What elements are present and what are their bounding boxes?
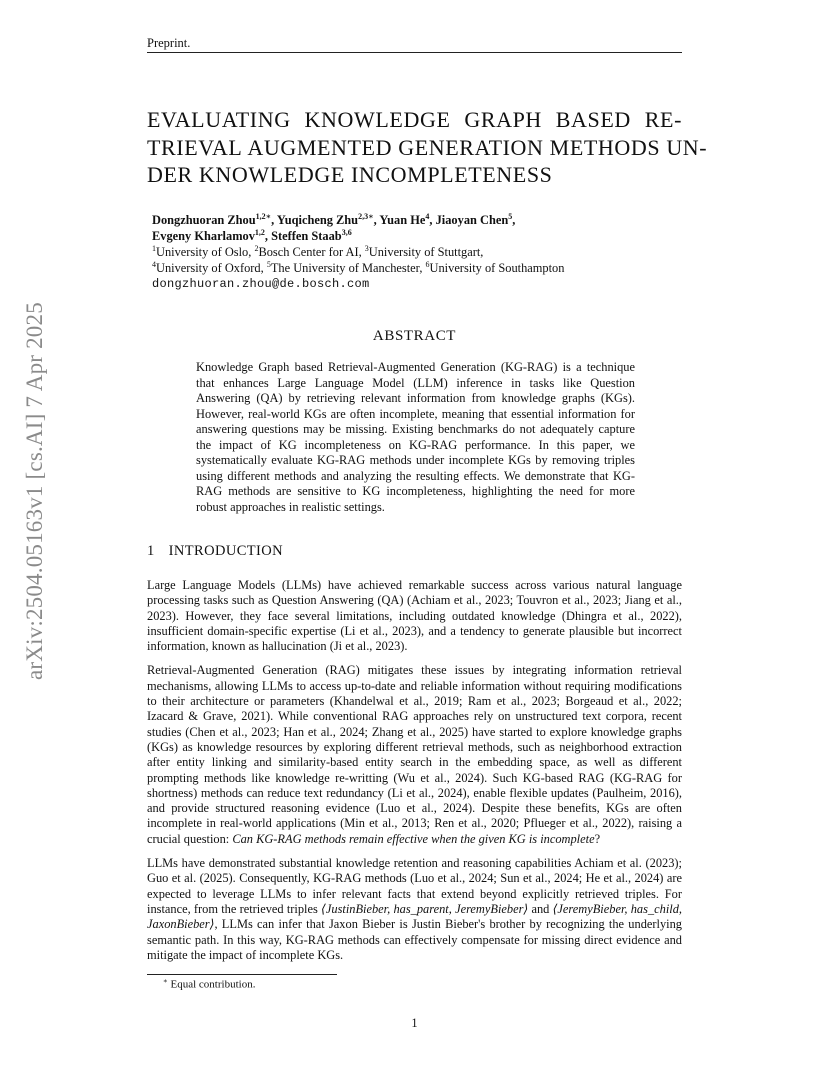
author-name: Yuqicheng Zhu [276, 213, 359, 227]
title-word: BASED [555, 107, 631, 132]
title-line-2 [147, 134, 708, 162]
title-word: METHODS [549, 134, 661, 160]
title-word: KNOWLEDGE [198, 162, 345, 187]
author-name: Jiaoyan Chen [435, 213, 509, 227]
author-name: Evgeny Kharlamov [152, 229, 255, 243]
arxiv-identifier: arXiv:2504.05163v1 [cs.AI] 7 Apr 2025 [22, 302, 47, 680]
author-name: Steffen Staab [271, 229, 342, 243]
paragraph: Large Language Models (LLMs) have achieved remarkable success across various natural language processing tasks such as Question Answering (QA) (Achiam et al., 2023; Touvron et al., 2023; Jiang et al., 2023). However, they face several limitations, including outdated knowledge (Dhingra et al., 2022), insufficient domain-specific expertise (Li et al., 2023), and a tendency to generate plausible but incorrect information, known as hallucination (Ji et al., 2023). [147, 578, 682, 654]
title-word: RE- [644, 107, 682, 132]
abstract-heading: ABSTRACT [372, 328, 457, 344]
author-name: Dongzhuoran Zhou [152, 213, 256, 227]
title-word: GENERATION [398, 134, 544, 160]
author-email: dongzhuoran.zhou@de.bosch.com [152, 277, 370, 291]
header-rule [147, 52, 682, 53]
affiliations-line-1: $^1$University of Oslo, $^2$Bosch Center for AI, $^3$University of Stuttgart, [152, 243, 484, 259]
section-heading-introduction: 1 INTRODUCTION [147, 543, 284, 559]
affiliation: University of Oslo [156, 245, 249, 259]
research-question: Can KG-RAG methods remain effective when the given KG is incomplete [232, 831, 595, 846]
footnote: ∗ Equal contribution. [163, 977, 256, 991]
footnote-rule [147, 974, 337, 975]
title-word: UN- [666, 134, 708, 160]
author-block [152, 212, 564, 292]
author-name: Yuan He [379, 213, 426, 227]
introduction-body [147, 578, 682, 972]
title-word: EVALUATING [147, 107, 291, 132]
author-affiliation-mark: 2,3∗ [358, 211, 374, 221]
paper-title [147, 106, 708, 189]
author-names-line-2: Evgeny Kharlamov$^{1,2}$, Steffen Staab$^{3,6}$ [152, 227, 352, 243]
title-word: KNOWLEDGE [304, 107, 451, 132]
title-word: AUGMENTED [247, 134, 393, 160]
triple-example: ⟨JeremyBieber, has_child, JaxonBieber⟩ [147, 901, 682, 932]
affiliation: University of Stuttgart [368, 245, 481, 259]
author-affiliation-mark: 5 [508, 211, 513, 221]
title-word: DER [147, 162, 193, 187]
paragraph: LLMs have demonstrated substantial knowledge retention and reasoning capabilities Achiam et al. (2023); Guo et al. (2025). Consequently, KG-RAG methods (Luo et al., 2024; Sun et al., 2024; He et al., 2024) are expected to leverage LLMs to infer relevant facts that extend beyond explicitly retrieved triples. For instance, from the retrieved triples ⟨JustinBieber, has_parent, JeremyBieber⟩ and ⟨JeremyBieber, has_child, JaxonBieber⟩, LLMs can infer that Jaxon Bieber is Justin Bieber's brother by recognizing the underlying semantic path. In this way, KG-RAG methods can effectively compensate for missing direct evidence and mitigate the impact of incomplete KGs. [147, 856, 682, 962]
author-affiliation-mark: 4 [425, 211, 430, 221]
title-word: GRAPH [464, 107, 542, 132]
title-line-1 [147, 106, 682, 134]
author-names-line-1: Dongzhuoran Zhou$^{1,2∗}$, Yuqicheng Zhu$^{2,3∗}$, Yuan He$^4$, Jiaoyan Chen$^5$, [152, 211, 516, 227]
affiliation: University of Oxford [156, 261, 261, 275]
title-word: TRIEVAL [147, 134, 243, 160]
affiliations-line-2: $^4$University of Oxford, $^5$The University of Manchester, $^6$University of Southampton [152, 259, 565, 275]
title-line-3 [147, 161, 682, 189]
footnote-mark: ∗ [163, 977, 168, 985]
author-affiliation-mark: 1,2∗ [255, 211, 272, 221]
triple-example: ⟨JustinBieber, has_parent, JeremyBieber⟩ [321, 901, 529, 916]
author-affiliation-mark: 1,2 [254, 227, 265, 237]
abstract-text: Knowledge Graph based Retrieval-Augmented Generation (KG-RAG) is a technique that enhances Large Language Model (LLM) inference in tasks like Question Answering (QA) by retrieving relevant information from knowledge graphs (KGs). However, real-world KGs are often incomplete, meaning that essential information for answering questions may be missing. Existing benchmarks do not adequately capture the impact of KG incompleteness on KG-RAG performance. In this paper, we systematically evaluate KG-RAG methods under incomplete KGs by removing triples using different methods and analyzing the resulting effects. We demonstrate that KG-RAG methods are sensitive to KG incompleteness, highlighting the need for more robust approaches in realistic settings. [196, 360, 635, 514]
affiliation: University of Southampton [429, 261, 565, 275]
paragraph: Retrieval-Augmented Generation (RAG) mitigates these issues by integrating information retrieval mechanisms, allowing LLMs to access up-to-date and reliable information without requiring modifications to their architecture or parameters (Khandelwal et al., 2019; Ram et al., 2023; Borgeaud et al., 2022; Izacard & Grave, 2021). While conventional RAG approaches rely on unstructured text corpora, recent studies (Chen et al., 2023; Han et al., 2024; Zhang et al., 2025) have started to explore knowledge graphs (KGs) as knowledge resources by exploring different retrieval methods, such as neighborhood extraction after entity linking and similarity-based entity search in the embedding space, as well as different prompting methods like knowledge re-writting (Wu et al., 2024). Such KG-based RAG (KG-RAG for shortness) methods can reduce text redundancy (Li et al., 2024), enable flexible updates (Paulheim, 2016), and provide structured reasoning evidence (Luo et al., 2024). Despite these benefits, KGs are often incomplete in real-world applications (Min et al., 2013; Ren et al., 2020; Pflueger et al., 2022), raising a crucial question: Can KG-RAG methods remain effective when the given KG is incomplete? [147, 663, 682, 846]
running-head: Preprint. [147, 36, 191, 50]
affiliation: The University of Manchester [270, 261, 420, 275]
author-affiliation-mark: 3,6 [341, 227, 352, 237]
affiliation: Bosch Center for AI [258, 245, 359, 259]
section-number: 1 [147, 543, 155, 559]
title-word: INCOMPLETENESS [350, 162, 553, 187]
page-number: 1 [411, 1016, 418, 1030]
